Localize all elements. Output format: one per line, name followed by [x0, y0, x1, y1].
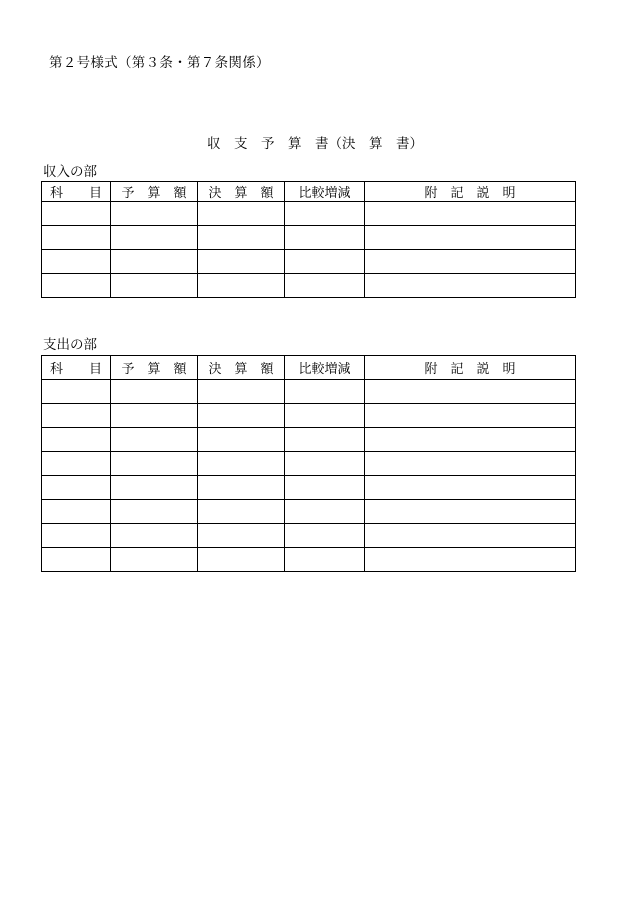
settlement-cell — [198, 548, 285, 572]
settlement-cell — [198, 274, 285, 298]
remarks-cell — [365, 524, 576, 548]
expense-table-row — [42, 500, 576, 524]
income-table-body — [42, 202, 576, 298]
column-header-budget: 予 算 額 — [111, 356, 198, 380]
column-header-remarks: 附 記 説 明 — [365, 356, 576, 380]
difference-cell — [285, 476, 365, 500]
difference-cell — [285, 380, 365, 404]
difference-cell — [285, 524, 365, 548]
difference-cell — [285, 500, 365, 524]
budget-cell — [111, 202, 198, 226]
remarks-cell — [365, 202, 576, 226]
budget-cell — [111, 476, 198, 500]
item-cell — [42, 428, 111, 452]
item-cell — [42, 476, 111, 500]
expense-table-row — [42, 428, 576, 452]
remarks-cell — [365, 476, 576, 500]
remarks-cell — [365, 250, 576, 274]
settlement-cell — [198, 250, 285, 274]
item-cell — [42, 452, 111, 476]
form-number: 第２号様式（第３条・第７条関係） — [49, 55, 270, 71]
remarks-cell — [365, 500, 576, 524]
expense-table-row — [42, 404, 576, 428]
item-cell — [42, 250, 111, 274]
income-table-row — [42, 250, 576, 274]
difference-cell — [285, 250, 365, 274]
income-table — [41, 181, 576, 298]
difference-cell — [285, 404, 365, 428]
expense-section-label: 支出の部 — [43, 337, 97, 353]
budget-cell — [111, 274, 198, 298]
difference-cell — [285, 274, 365, 298]
budget-cell — [111, 548, 198, 572]
column-header-item: 科 目 — [42, 356, 111, 380]
column-header-difference: 比較増減 — [285, 356, 365, 380]
settlement-cell — [198, 226, 285, 250]
expense-table-row — [42, 524, 576, 548]
item-cell — [42, 274, 111, 298]
settlement-cell — [198, 476, 285, 500]
expense-table-row — [42, 452, 576, 476]
budget-cell — [111, 524, 198, 548]
expense-table-row — [42, 548, 576, 572]
budget-cell — [111, 404, 198, 428]
remarks-cell — [365, 548, 576, 572]
budget-cell — [111, 250, 198, 274]
difference-cell — [285, 202, 365, 226]
document-title: 収 支 予 算 書（決 算 書） — [207, 136, 423, 152]
remarks-cell — [365, 452, 576, 476]
budget-cell — [111, 452, 198, 476]
column-header-remarks: 附 記 説 明 — [365, 182, 576, 202]
difference-cell — [285, 428, 365, 452]
expense-header-row — [42, 356, 576, 380]
budget-cell — [111, 226, 198, 250]
column-header-item: 科 目 — [42, 182, 111, 202]
budget-cell — [111, 500, 198, 524]
expense-table-row — [42, 476, 576, 500]
settlement-cell — [198, 380, 285, 404]
column-header-budget: 予 算 額 — [111, 182, 198, 202]
difference-cell — [285, 226, 365, 250]
remarks-cell — [365, 380, 576, 404]
difference-cell — [285, 548, 365, 572]
expense-table — [41, 355, 576, 572]
expense-table-body — [42, 380, 576, 572]
settlement-cell — [198, 428, 285, 452]
income-table-row — [42, 226, 576, 250]
income-header-row — [42, 182, 576, 202]
item-cell — [42, 202, 111, 226]
column-header-difference: 比較増減 — [285, 182, 365, 202]
budget-cell — [111, 380, 198, 404]
settlement-cell — [198, 404, 285, 428]
expense-table-row — [42, 380, 576, 404]
item-cell — [42, 548, 111, 572]
settlement-cell — [198, 500, 285, 524]
remarks-cell — [365, 428, 576, 452]
remarks-cell — [365, 274, 576, 298]
income-table-row — [42, 274, 576, 298]
settlement-cell — [198, 452, 285, 476]
remarks-cell — [365, 226, 576, 250]
item-cell — [42, 500, 111, 524]
income-table-row — [42, 202, 576, 226]
item-cell — [42, 524, 111, 548]
column-header-settlement: 決 算 額 — [198, 356, 285, 380]
settlement-cell — [198, 202, 285, 226]
income-section-label: 収入の部 — [43, 164, 97, 180]
column-header-settlement: 決 算 額 — [198, 182, 285, 202]
item-cell — [42, 404, 111, 428]
item-cell — [42, 226, 111, 250]
difference-cell — [285, 452, 365, 476]
remarks-cell — [365, 404, 576, 428]
budget-cell — [111, 428, 198, 452]
settlement-cell — [198, 524, 285, 548]
item-cell — [42, 380, 111, 404]
